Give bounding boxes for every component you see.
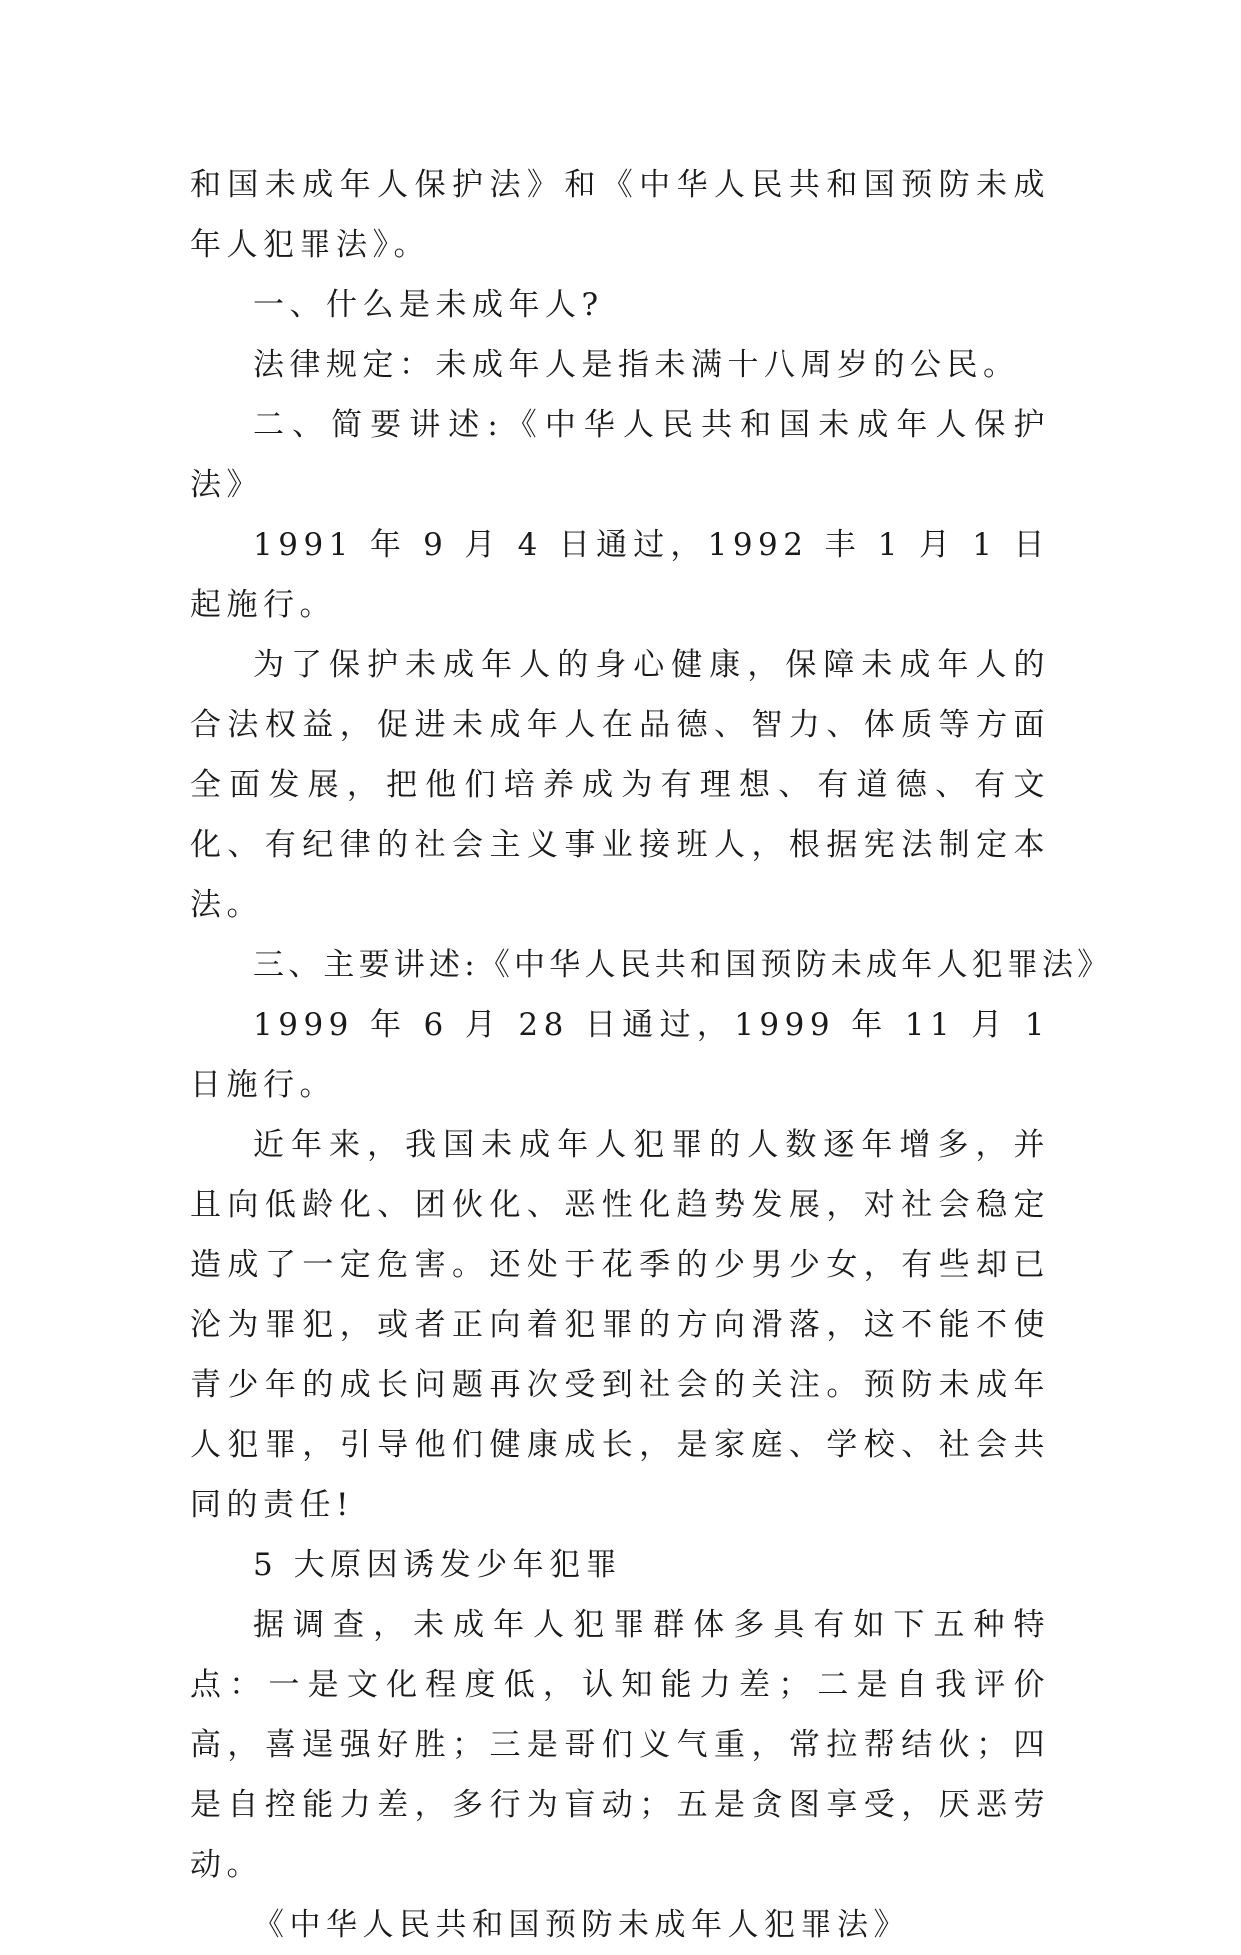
- paragraph-purpose: 为了保护未成年人的身心健康，保障未成年人的合法权益，促进未成年人在品德、智力、体质等方面全面发展，把他们培养成为有理想、有道德、有文化、有纪律的社会主义事业接班人，根据宪法制定本法。: [190, 647, 1050, 923]
- legal-definition: 法律规定：未成年人是指未满十八周岁的公民。: [253, 347, 1020, 383]
- document-body: [190, 155, 1113, 1955]
- paragraph-continuation: 和国未成年人保护法》和《中华人民共和国预防未成年人犯罪法》。: [190, 167, 1050, 263]
- section-heading-1: 一、什么是未成年人?: [253, 287, 604, 323]
- law-title: 《中华人民共和国预防未成年人犯罪法》: [253, 1907, 910, 1943]
- date-line-1: 1991 年 9 月 4 日通过，1992 丰 1 月 1 日起施行。: [190, 527, 1050, 623]
- section-heading-2: 二、简要讲述:《中华人民共和国未成年人保护法》: [190, 407, 1050, 503]
- paragraph-trend: 近年来，我国未成年人犯罪的人数逐年增多，并且向低龄化、团伙化、恶性化趋势发展，对社会稳定造成了一定危害。还处于花季的少男少女，有些却已沦为罪犯，或者正向着犯罪的方向滑落，这不能不使青少年的成长问题再次受到社会的关注。预防未成年人犯罪，引导他们健康成长，是家庭、学校、社会共同的责任!: [190, 1127, 1050, 1523]
- paragraph-survey: 据调查，未成年人犯罪群体多具有如下五种特点：一是文化程度低，认知能力差；二是自我评价高，喜逞强好胜；三是哥们义气重，常拉帮结伙；四是自控能力差，多行为盲动；五是贪图享受，厌恶劳动。: [190, 1607, 1050, 1883]
- date-line-2: 1999 年 6 月 28 日通过，1999 年 11 月 1 日施行。: [190, 1007, 1050, 1103]
- section-heading-3: 三、主要讲述:《中华人民共和国预防未成年人犯罪法》: [253, 947, 1113, 983]
- subheading-causes: 5 大原因诱发少年犯罪: [253, 1547, 623, 1583]
